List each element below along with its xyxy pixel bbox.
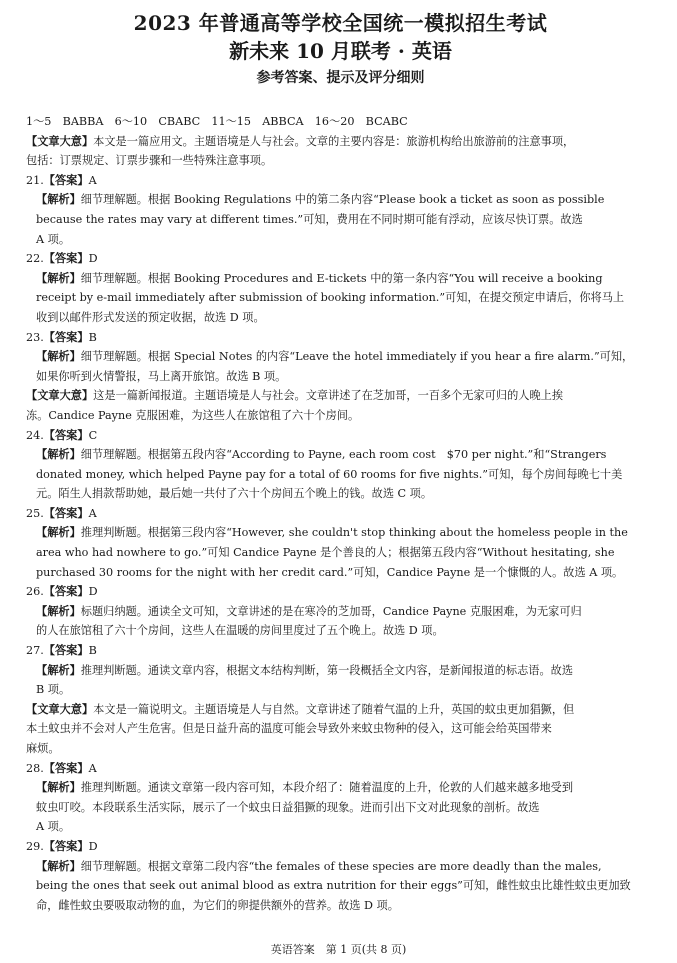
analysis-block xyxy=(26,602,655,641)
answer-item xyxy=(26,249,655,269)
answer-item xyxy=(26,837,655,857)
text-run: 冻。Candice Payne 克服困难，为这些人在旅馆租了六十个房间。 xyxy=(26,408,360,422)
analysis-block xyxy=(26,778,655,837)
answer-item xyxy=(26,582,655,602)
answer-letter: C xyxy=(88,428,98,442)
answer-item xyxy=(26,759,655,779)
analysis-line xyxy=(26,523,655,543)
text-run: 命，雌性蚊虫要吸取动物的血，为它们的卵提供额外的营养。故选 D 项。 xyxy=(36,898,399,912)
answer-tag: 【答案】 xyxy=(43,172,89,187)
summary-line xyxy=(26,406,655,426)
analysis-line xyxy=(26,621,655,641)
analysis-line xyxy=(26,602,655,622)
text-run: 推理判断题。通读文章内容，根据文本结构判断，第一段概括全文内容，是新闻报道的标志语。故选 xyxy=(80,663,574,677)
answer-line xyxy=(26,504,655,524)
question-number: 24. xyxy=(26,428,44,442)
question-number: 25. xyxy=(26,506,44,520)
analysis-tag: 【解析】 xyxy=(36,192,81,207)
text-run: 细节理解题。根据 Booking Procedures and E-tickets 中的第一条内容“You will receive a booking xyxy=(80,271,603,285)
answer-tag: 【答案】 xyxy=(43,760,89,775)
answer-line xyxy=(26,426,655,446)
text-run: receipt by e-mail immediately after submission of booking information.”可知，在提交预定申请后，你将马上 xyxy=(36,291,625,305)
answer-line xyxy=(26,249,655,269)
answer-item xyxy=(26,641,655,661)
analysis-line xyxy=(26,465,655,485)
answer-tag: 【答案】 xyxy=(43,251,89,266)
answer-line xyxy=(26,582,655,602)
analysis-line xyxy=(26,347,655,367)
text-run: 本土蚊虫并不会对人产生危害。但是日益升高的温度可能会导致外来蚊虫物种的侵入，这可能会给英国带来 xyxy=(26,722,552,736)
text-run: 麻烦。 xyxy=(26,742,60,755)
summary-tag: 【文章大意】 xyxy=(26,701,94,716)
text-run: purchased 30 rooms for the night with her credit card.”可知，Candice Payne 是一个慷慨的人。故选 A 项。 xyxy=(36,565,624,579)
summary-line xyxy=(26,700,655,720)
analysis-tag: 【解析】 xyxy=(36,603,81,618)
question-number: 22. xyxy=(26,252,44,266)
answer-letter: B xyxy=(88,330,97,344)
text-run: 如果你听到火情警报，马上离开旅馆。故选 B 项。 xyxy=(36,369,287,383)
analysis-tag: 【解析】 xyxy=(36,525,81,540)
analysis-tag: 【解析】 xyxy=(36,662,81,677)
text-run: A 项。 xyxy=(36,232,71,246)
analysis-line xyxy=(26,680,655,700)
analysis-tag: 【解析】 xyxy=(36,349,81,364)
text-run: 细节理解题。根据 Special Notes 的内容“Leave the hotel immediately if you hear a fire alarm.”可知， xyxy=(80,350,634,364)
answer-tag: 【答案】 xyxy=(43,838,89,853)
summary-line xyxy=(26,719,655,739)
analysis-tag: 【解析】 xyxy=(36,447,81,462)
summary-tag: 【文章大意】 xyxy=(26,388,94,403)
document-body xyxy=(26,112,655,915)
analysis-block xyxy=(26,857,655,916)
text-run: 蚊虫叮咬。本段联系生活实际，展示了一个蚊虫日益猖獗的现象。进而引出下文对此现象的剖析。故选 xyxy=(36,800,540,814)
text-run: 收到以邮件形式发送的预定收据，故选 D 项。 xyxy=(36,310,265,324)
analysis-tag: 【解析】 xyxy=(36,858,81,873)
summary-line xyxy=(26,132,655,152)
summary-line xyxy=(26,386,655,406)
analysis-line xyxy=(26,817,655,837)
summary-block xyxy=(26,386,655,425)
analysis-line xyxy=(26,484,655,504)
text-run: 这是一篇新闻报道。主题语境是人与社会。文章讲述了在芝加哥，一百多个无家可归的人晚上挨 xyxy=(93,389,564,403)
text-run: 推理判断题。根据第三段内容“However, she couldn't stop thinking about the homeless people in the xyxy=(80,526,628,540)
answer-letter: A xyxy=(88,506,97,520)
text-run: 推理判断题。通读文章第一段内容可知，本段介绍了：随着温度的上升，伦敦的人们越来越多地受到 xyxy=(80,781,574,795)
analysis-line xyxy=(26,896,655,916)
text-run: 本文是一篇说明文。主题语境是人与自然。文章讲述了随着气温的上升，英国的蚊虫更加猖獗，但 xyxy=(93,702,575,716)
text-run: area who had nowhere to go.”可知 Candice Payne 是个善良的人；根据第五段内容“Without hesitating, she xyxy=(36,546,615,560)
analysis-block xyxy=(26,523,655,582)
analysis-line xyxy=(26,230,655,250)
text-run: 的人在旅馆租了六十个房间，这些人在温暖的房间里度过了五个晚上。故选 D 项。 xyxy=(36,624,444,638)
answer-item xyxy=(26,426,655,446)
text-run: 本文是一篇应用文。主题语境是人与社会。文章的主要内容是：旅游机构给出旅游前的注意事项， xyxy=(93,134,575,148)
analysis-line xyxy=(26,445,655,465)
summary-line xyxy=(26,151,655,171)
question-number: 26. xyxy=(26,585,44,599)
answer-line xyxy=(26,641,655,661)
text-run: B 项。 xyxy=(36,683,71,697)
answer-line xyxy=(26,328,655,348)
analysis-tag: 【解析】 xyxy=(36,780,81,795)
analysis-line xyxy=(26,210,655,230)
analysis-line xyxy=(26,367,655,387)
analysis-line xyxy=(26,288,655,308)
analysis-block xyxy=(26,661,655,700)
analysis-line xyxy=(26,190,655,210)
summary-line xyxy=(26,739,655,759)
answer-letter: A xyxy=(88,173,97,187)
answer-tag: 【答案】 xyxy=(43,427,89,442)
answer-line xyxy=(26,837,655,857)
answer-line xyxy=(26,759,655,779)
page-footer: 英语答案 第 1 页(共 8 页) xyxy=(270,943,407,956)
answer-line xyxy=(26,171,655,191)
analysis-line xyxy=(26,778,655,798)
answer-letter: B xyxy=(88,644,97,658)
answer-item xyxy=(26,504,655,524)
answer-item xyxy=(26,171,655,191)
answer-key-line: 1～5 BABBA 6～10 CBABC 11～15 ABBCA 16～20 BCABC xyxy=(26,115,408,128)
analysis-line xyxy=(26,563,655,583)
answer-letter: D xyxy=(88,839,98,853)
text-run: 细节理解题。根据 Booking Regulations 中的第二条内容“Please book a ticket as soon as possible xyxy=(80,193,605,207)
analysis-tag: 【解析】 xyxy=(36,270,81,285)
text-run: 包括：订票规定、订票步骤和一些特殊注意事项。 xyxy=(26,154,273,168)
analysis-line xyxy=(26,876,655,896)
answer-heading: 参考答案、提示及评分细则 xyxy=(256,70,425,86)
answer-letter: A xyxy=(88,761,97,775)
text-run: 元。陌生人捐款帮助她，最后她一共付了六十个房间五个晚上的钱。故选 C 项。 xyxy=(36,487,433,501)
text-run: being the ones that seek out animal blood as extra nutrition for their eggs”可知，雌性蚊虫比雄性蚊虫更加致 xyxy=(36,879,631,893)
exam-subtitle: 新未来 10 月联考 · 英语 xyxy=(229,39,452,63)
analysis-block xyxy=(26,190,655,249)
answer-tag: 【答案】 xyxy=(43,584,89,599)
analysis-line xyxy=(26,857,655,877)
answer-tag: 【答案】 xyxy=(43,643,89,658)
text-run: 细节理解题。根据第五段内容“According to Payne, each room cost $70 per night.”和“Strangers xyxy=(80,448,607,462)
exam-title: 2023 年普通高等学校全国统一模拟招生考试 xyxy=(133,11,548,35)
text-run: 细节理解题。根据文章第二段内容“the females of these species are more deadly than the males, xyxy=(80,859,602,873)
analysis-line xyxy=(26,308,655,328)
analysis-line xyxy=(26,269,655,289)
answer-tag: 【答案】 xyxy=(43,329,89,344)
summary-block xyxy=(26,700,655,759)
text-run: donated money, which helped Payne pay for a total of 60 rooms for five nights.”可知，每个房间每晚七十美 xyxy=(36,467,623,481)
text-run: 标题归纳题。通读全文可知，文章讲述的是在寒冷的芝加哥，Candice Payne 克服困难，为无家可归 xyxy=(80,604,582,618)
question-number: 28. xyxy=(26,761,44,775)
summary-tag: 【文章大意】 xyxy=(26,133,94,148)
analysis-line xyxy=(26,661,655,681)
analysis-line xyxy=(26,543,655,563)
question-number: 29. xyxy=(26,839,44,853)
text-run: because the rates may vary at different times.”可知，费用在不同时期可能有浮动，应该尽快订票。故选 xyxy=(36,212,583,226)
answer-tag: 【答案】 xyxy=(43,505,89,520)
analysis-block xyxy=(26,269,655,328)
sections-container xyxy=(26,132,655,916)
analysis-block xyxy=(26,445,655,504)
answer-letter: D xyxy=(88,252,98,266)
question-number: 23. xyxy=(26,330,44,344)
summary-block xyxy=(26,132,655,171)
analysis-block xyxy=(26,347,655,386)
answer-item xyxy=(26,328,655,348)
text-run: A 项。 xyxy=(36,820,71,834)
answer-letter: D xyxy=(88,585,98,599)
question-number: 21. xyxy=(26,173,44,187)
question-number: 27. xyxy=(26,644,44,658)
analysis-line xyxy=(26,798,655,818)
